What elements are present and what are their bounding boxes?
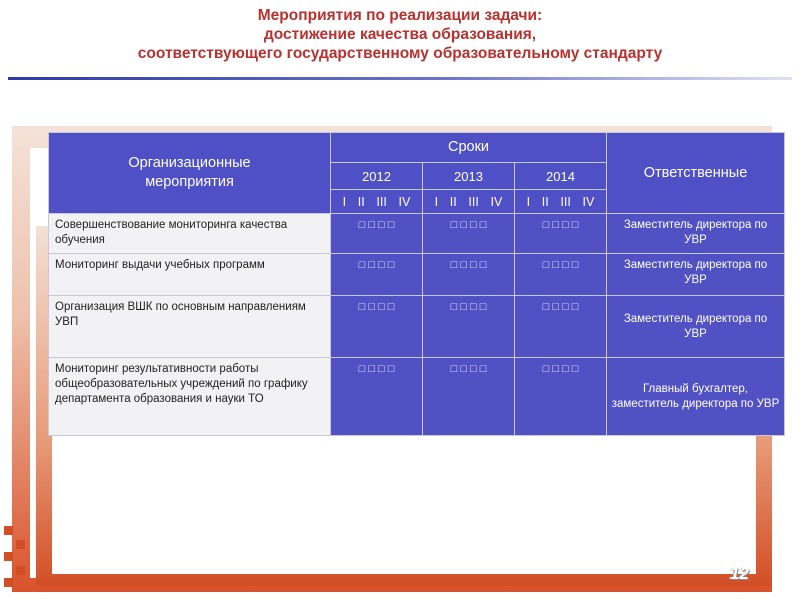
schedule-marks-2012: □ □ □ □	[331, 296, 423, 358]
quarter-label: IV	[582, 194, 595, 209]
schedule-marks-2013: □ □ □ □	[423, 296, 515, 358]
header-quarters	[331, 190, 423, 214]
quarter-label: IV	[490, 194, 503, 209]
quarter-label: I	[434, 194, 439, 209]
table-row	[49, 254, 785, 296]
quarter-label: I	[342, 194, 347, 209]
responsible-cell: Заместитель директора по УВР	[607, 214, 785, 254]
decorative-square	[4, 526, 13, 535]
table-row	[49, 358, 785, 436]
decorative-square	[4, 578, 13, 587]
plan-table	[48, 132, 785, 436]
responsible-cell: Главный бухгалтер, заместитель директора по УВР	[607, 358, 785, 436]
header-terms	[331, 133, 607, 163]
event-cell: Мониторинг результативности работы общеобразовательных учреждений по графику департамента образования и науки ТО	[49, 358, 331, 436]
header-quarters	[515, 190, 607, 214]
schedule-marks-2014: □ □ □ □	[515, 296, 607, 358]
title-line-1: Мероприятия по реализации задачи:	[257, 7, 543, 24]
quarter-label: III	[560, 194, 571, 209]
header-year: 2014	[515, 163, 607, 190]
event-cell: Организация ВШК по основным направлениям УВП	[49, 296, 331, 358]
table-row	[49, 296, 785, 358]
slide-title	[0, 6, 800, 63]
title-line-3: соответствующего государственному образовательному стандарту	[137, 45, 663, 62]
responsible-cell: Заместитель директора по УВР	[607, 296, 785, 358]
schedule-marks-2013: □ □ □ □	[423, 358, 515, 436]
decorative-square	[4, 552, 13, 561]
header-events-label: Организационные мероприятия	[128, 155, 251, 190]
schedule-marks-2012: □ □ □ □	[331, 214, 423, 254]
schedule-marks-2013: □ □ □ □	[423, 254, 515, 296]
quarter-label: IV	[398, 194, 411, 209]
responsible-cell: Заместитель директора по УВР	[607, 254, 785, 296]
quarter-label: II	[541, 194, 549, 209]
quarter-label: III	[468, 194, 479, 209]
header-responsible-label: Ответственные	[643, 164, 748, 181]
title-underline	[8, 77, 792, 80]
schedule-marks-2014: □ □ □ □	[515, 254, 607, 296]
header-quarters	[423, 190, 515, 214]
header-terms-label: Сроки	[447, 139, 490, 155]
decorative-square	[16, 566, 25, 575]
schedule-marks-2014: □ □ □ □	[515, 214, 607, 254]
schedule-marks-2013: □ □ □ □	[423, 214, 515, 254]
page-number: 12	[730, 564, 749, 583]
quarter-label: II	[449, 194, 457, 209]
header-year: 2013	[423, 163, 515, 190]
table-row	[49, 214, 785, 254]
title-line-2: достижение качества образования,	[263, 26, 537, 43]
event-cell: Мониторинг выдачи учебных программ	[49, 254, 331, 296]
quarter-label: II	[357, 194, 365, 209]
schedule-marks-2014: □ □ □ □	[515, 358, 607, 436]
schedule-marks-2012: □ □ □ □	[331, 358, 423, 436]
header-responsible	[607, 133, 785, 214]
event-cell: Совершенствование мониторинга качества обучения	[49, 214, 331, 254]
quarter-label: I	[526, 194, 531, 209]
decorative-square	[16, 540, 25, 549]
header-events	[49, 133, 331, 214]
header-year: 2012	[331, 163, 423, 190]
plan-table-container	[48, 132, 784, 436]
quarter-label: III	[376, 194, 387, 209]
schedule-marks-2012: □ □ □ □	[331, 254, 423, 296]
